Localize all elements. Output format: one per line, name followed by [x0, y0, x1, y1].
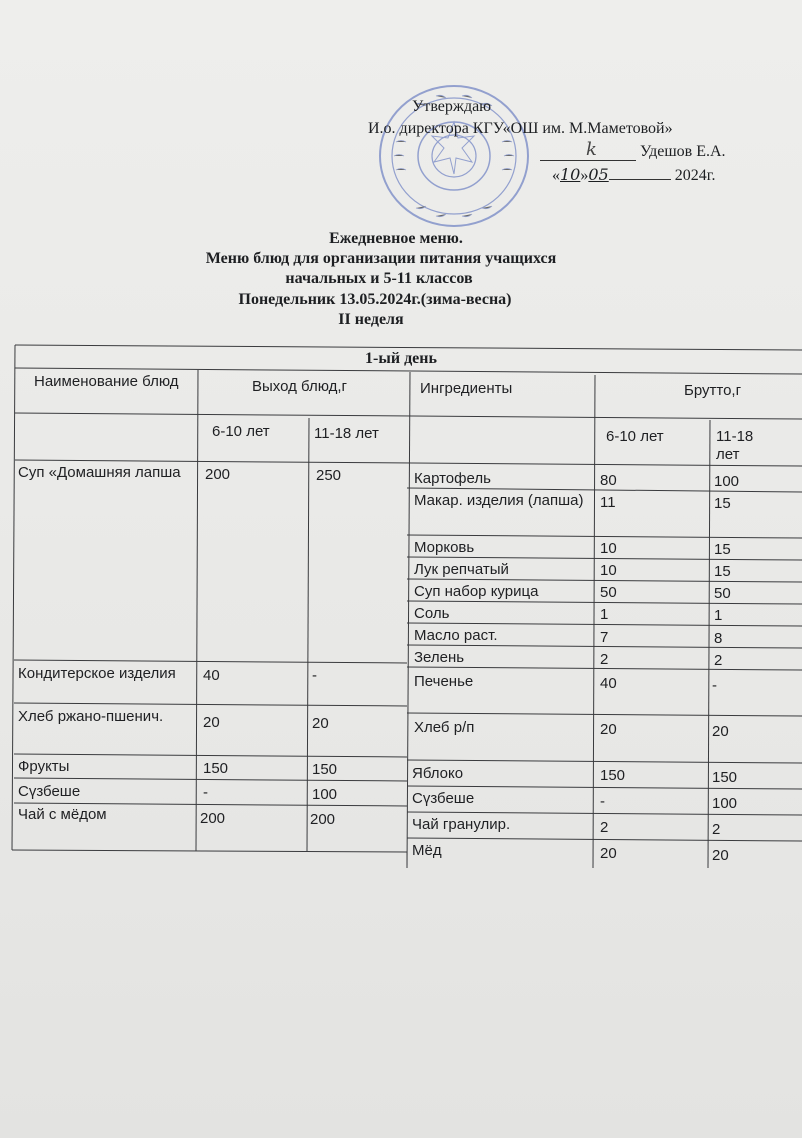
ingredient-name: Печенье: [414, 673, 474, 690]
ingredient-name: Макар. изделия (лапша): [414, 492, 584, 509]
ingredient-gross-age2: 100: [712, 795, 738, 812]
ingredient-gross-age2: 50: [714, 585, 731, 602]
menu-week: II неделя: [338, 311, 404, 328]
dish-name: Хлеб ржано-пшенич.: [18, 708, 164, 725]
ingredient-gross-age2: -: [712, 677, 717, 694]
header-output-age1: 6-10 лет: [212, 423, 270, 440]
dish-output-age1: 200: [205, 466, 231, 483]
ingredient-name: Суп набор курица: [414, 583, 539, 600]
approval-date-month: 05: [588, 165, 609, 184]
ingredient-gross-age2: 1: [714, 607, 723, 624]
ingredient-name: Мёд: [412, 842, 442, 859]
ingredient-name: Соль: [414, 605, 450, 622]
ingredient-gross-age1: 40: [600, 675, 617, 692]
ingredient-gross-age1: 80: [600, 472, 617, 489]
menu-classes: начальных и 5-11 классов: [285, 270, 473, 287]
dish-name: Чай с мёдом: [18, 806, 107, 823]
ingredient-gross-age1: 150: [600, 767, 626, 784]
ingredient-gross-age2: 2: [714, 652, 723, 669]
dish-output-age2: -: [312, 667, 317, 684]
ingredient-gross-age2: 100: [714, 473, 740, 490]
dish-name: Кондитерское изделия: [18, 665, 176, 682]
menu-title: Ежедневное меню.: [329, 230, 463, 247]
ingredient-name: Зелень: [414, 649, 465, 666]
ingredient-name: Лук репчатый: [414, 561, 509, 578]
dish-name: Сүзбеше: [18, 783, 81, 800]
ingredient-gross-age1: 11: [600, 494, 616, 511]
approval-position: И.о. директора КГУ«ОШ им. М.Маметовой»: [368, 120, 673, 137]
header-ingredients: Ингредиенты: [420, 380, 513, 397]
header-dish: Наименование блюд: [34, 373, 179, 390]
approval-date-year: 2024г.: [674, 167, 716, 184]
header-output-age2: 11-18 лет: [314, 425, 379, 442]
header-gross: Брутто,г: [684, 382, 742, 399]
ingredient-name: Морковь: [414, 539, 475, 556]
ingredient-gross-age1: 10: [600, 540, 617, 557]
signature-line: [540, 160, 636, 161]
ingredient-name: Яблоко: [412, 765, 464, 782]
dish-output-age1: 40: [203, 667, 220, 684]
approval-date-day: 10: [560, 165, 581, 184]
ingredient-gross-age2: 8: [714, 630, 723, 647]
ingredient-gross-age1: 10: [600, 562, 617, 579]
ingredient-gross-age2: 20: [712, 847, 729, 864]
ingredient-gross-age1: 7: [600, 629, 609, 646]
ingredient-gross-age2: 20: [712, 723, 729, 740]
ingredient-name: Масло раст.: [414, 627, 498, 644]
dish-output-age2: 20: [312, 715, 329, 732]
dish-output-age1: 150: [203, 760, 229, 777]
dish-name: Суп «Домашняя лапша: [18, 464, 181, 481]
dish-output-age2: 100: [312, 786, 338, 803]
ingredient-name: Хлеб р/п: [414, 719, 475, 736]
ingredient-gross-age1: 50: [600, 584, 617, 601]
ingredient-gross-age1: 2: [600, 819, 609, 836]
ingredient-gross-age2: 15: [714, 563, 731, 580]
dish-output-age1: 20: [203, 714, 220, 731]
header-output: Выход блюд,г: [252, 378, 348, 395]
header-gross-age2: 11-18 лет: [716, 428, 754, 463]
approval-date: «10»05 2024г.: [552, 165, 716, 184]
dish-name: Фрукты: [18, 758, 70, 775]
menu-date: Понедельник 13.05.2024г.(зима-весна): [238, 291, 512, 308]
dish-output-age2: 150: [312, 761, 338, 778]
approval-title: Утверждаю: [412, 98, 492, 115]
dish-output-age1: -: [203, 784, 208, 801]
ingredient-gross-age2: 15: [714, 541, 731, 558]
ingredient-gross-age1: -: [600, 793, 605, 810]
approval-signer: Удешов Е.А.: [640, 143, 726, 160]
ingredient-gross-age2: 15: [714, 495, 731, 512]
dish-output-age2: 250: [316, 467, 342, 484]
table-day-title: 1-ый день: [365, 350, 437, 367]
dish-output-age2: 200: [310, 811, 336, 828]
header-gross-age1: 6-10 лет: [606, 428, 664, 445]
ingredient-gross-age1: 20: [600, 845, 617, 862]
handwritten-signature: k: [586, 139, 597, 160]
ingredient-name: Сүзбеше: [412, 790, 475, 807]
ingredient-gross-age1: 2: [600, 651, 609, 668]
ingredient-name: Картофель: [414, 470, 491, 487]
ingredient-gross-age2: 150: [712, 769, 738, 786]
ingredient-gross-age1: 1: [600, 606, 609, 623]
ingredient-name: Чай гранулир.: [412, 816, 511, 833]
ingredient-gross-age1: 20: [600, 721, 617, 738]
ingredient-gross-age2: 2: [712, 821, 721, 838]
menu-subtitle: Меню блюд для организации питания учащихся: [205, 250, 557, 267]
dish-output-age1: 200: [200, 810, 226, 827]
